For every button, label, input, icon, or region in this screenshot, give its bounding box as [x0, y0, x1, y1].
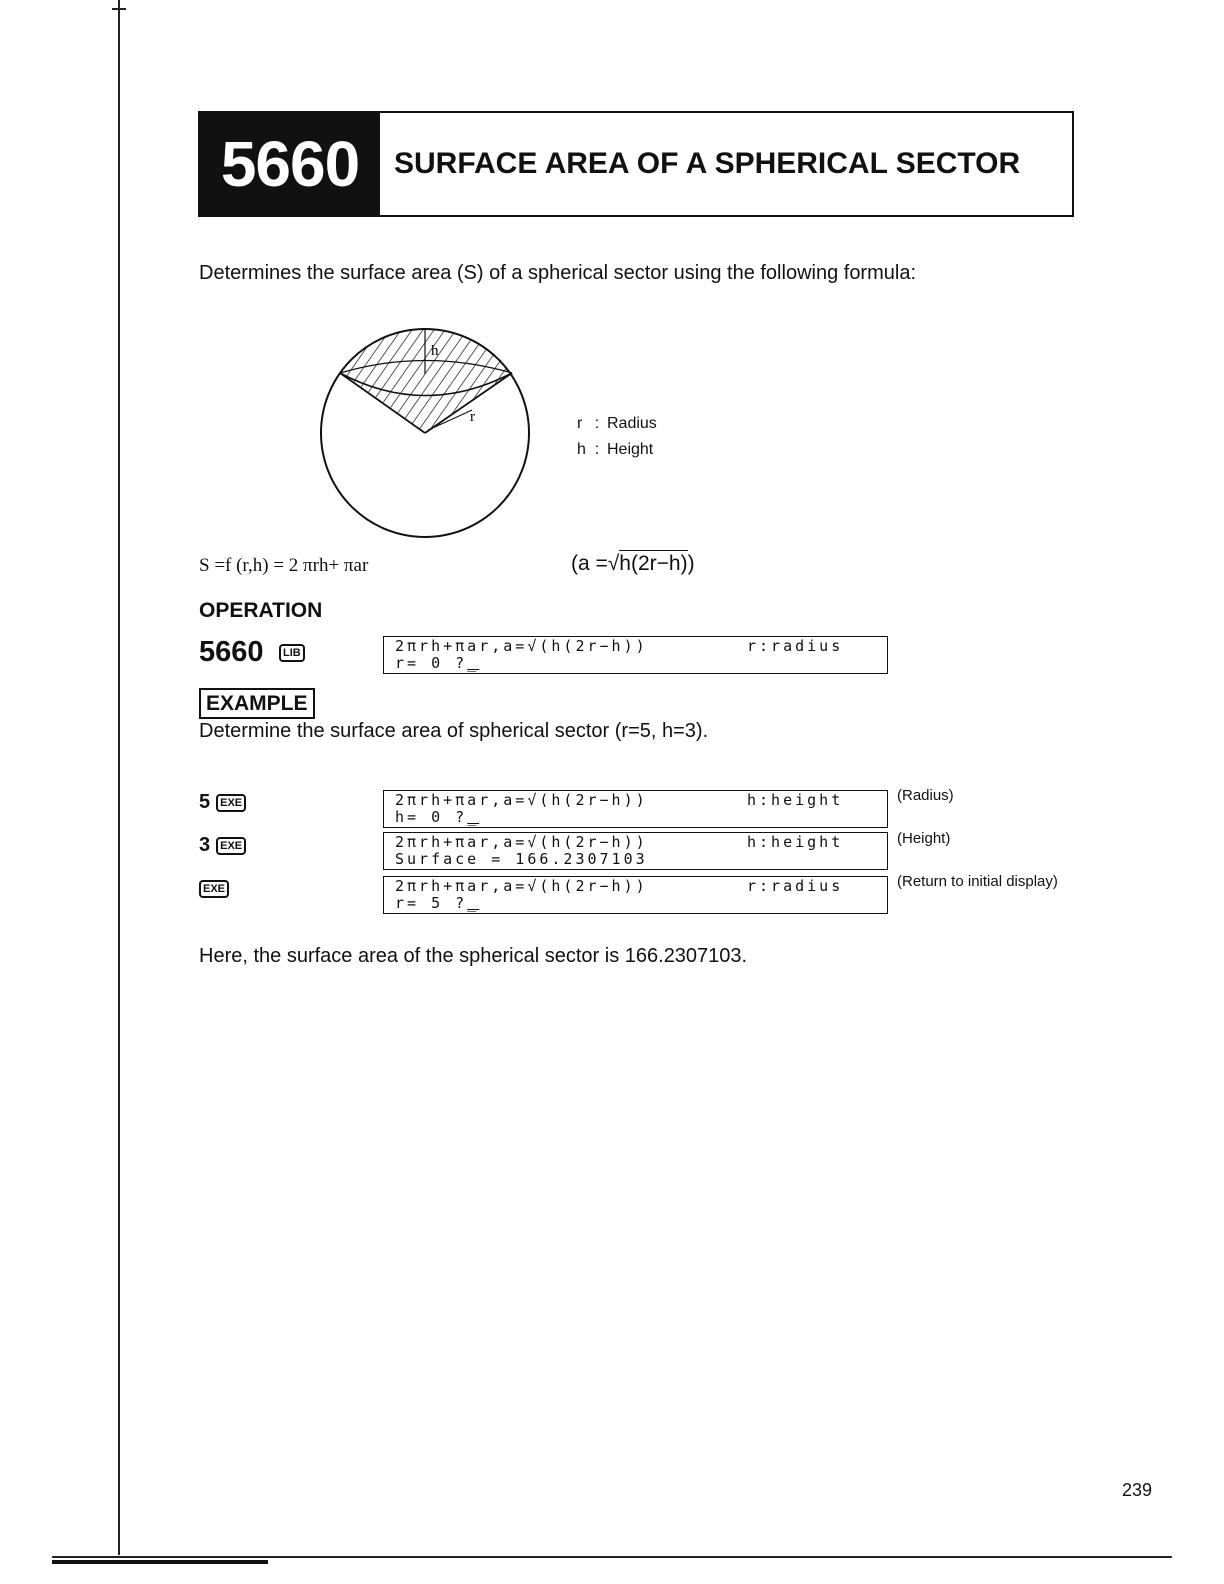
lcd-line1-right: h:height: [747, 833, 844, 851]
step-3-input: [199, 877, 229, 900]
lcd-line2: h= 0 ?: [395, 808, 468, 826]
step-1-note: (Radius): [897, 787, 954, 804]
program-number-badge: 5660: [200, 113, 380, 215]
lcd-line2: r= 0 ?: [395, 654, 468, 672]
bottom-rule-accent: [52, 1560, 268, 1564]
intro-text: Determines the surface area (S) of a spherical sector using the following formula:: [199, 262, 917, 284]
example-text: Determine the surface area of spherical sector (r=5, h=3).: [199, 720, 709, 742]
lcd-line1: 2πrh+πar,a=√(h(2r−h)): [395, 637, 648, 655]
lcd-line1: 2πrh+πar,a=√(h(2r−h)): [395, 791, 648, 809]
aux-formula: [571, 552, 695, 576]
legend-symbol: h: [577, 441, 586, 458]
lcd-line2: Surface = 166.2307103: [395, 850, 648, 868]
lcd-display-step-1: [383, 790, 888, 828]
result-text: Here, the surface area of the spherical sector is 166.2307103.: [199, 945, 748, 967]
lib-key-icon: LIB: [279, 644, 305, 662]
page-number: 239: [1122, 1480, 1153, 1500]
lcd-cursor: _: [467, 894, 480, 912]
lcd-cursor: _: [467, 808, 480, 826]
exe-key-icon: EXE: [199, 880, 229, 898]
legend-desc: Radius: [607, 415, 657, 432]
step-input-value: 5: [199, 791, 211, 813]
lcd-line1-right: r:radius: [747, 877, 844, 895]
step-2-note: (Height): [897, 830, 951, 847]
legend-desc: Height: [607, 441, 654, 458]
lcd-line1: 2πrh+πar,a=√(h(2r−h)): [395, 877, 648, 895]
lcd-line1: 2πrh+πar,a=√(h(2r−h)): [395, 833, 648, 851]
aux-formula-radicand: h(2r−h): [619, 552, 688, 575]
legend-item-radius: [577, 415, 657, 433]
legend-symbol: r: [577, 415, 583, 432]
legend-item-height: [577, 441, 653, 459]
figure-label-r: r: [470, 409, 475, 425]
step-input-value: 3: [199, 834, 211, 856]
legend-separator: :: [594, 441, 600, 458]
page-title: SURFACE AREA OF A SPHERICAL SECTOR: [394, 147, 1021, 180]
lcd-display-initial: [383, 636, 888, 674]
main-formula: S =f (r,h) = 2 πrh+ πar: [199, 555, 369, 576]
example-heading: EXAMPLE: [199, 688, 315, 719]
step-3-note: (Return to initial display): [897, 873, 1058, 890]
operation-heading: OPERATION: [199, 599, 323, 622]
binding-line: [118, 0, 120, 1555]
figure-label-h: h: [431, 343, 439, 359]
step-2-input: [199, 834, 246, 857]
lcd-line2: r= 5 ?: [395, 894, 468, 912]
exe-key-icon: EXE: [216, 837, 246, 855]
operation-program-number: 5660: [199, 636, 264, 668]
lcd-line1-right: r:radius: [747, 637, 844, 655]
lcd-display-step-2: [383, 832, 888, 870]
aux-formula-prefix: (a =√: [571, 552, 620, 575]
aux-formula-suffix: ): [687, 552, 695, 575]
section-header: [198, 111, 1074, 217]
step-1-input: [199, 791, 246, 814]
legend-separator: :: [594, 415, 600, 432]
lcd-cursor: _: [467, 654, 480, 672]
sphere-sector-diagram: [310, 318, 550, 548]
lcd-display-step-3: [383, 876, 888, 914]
exe-key-icon: EXE: [216, 794, 246, 812]
lcd-line1-right: h:height: [747, 791, 844, 809]
bottom-rule: [52, 1556, 1172, 1558]
sphere-sector-figure: [310, 318, 550, 548]
